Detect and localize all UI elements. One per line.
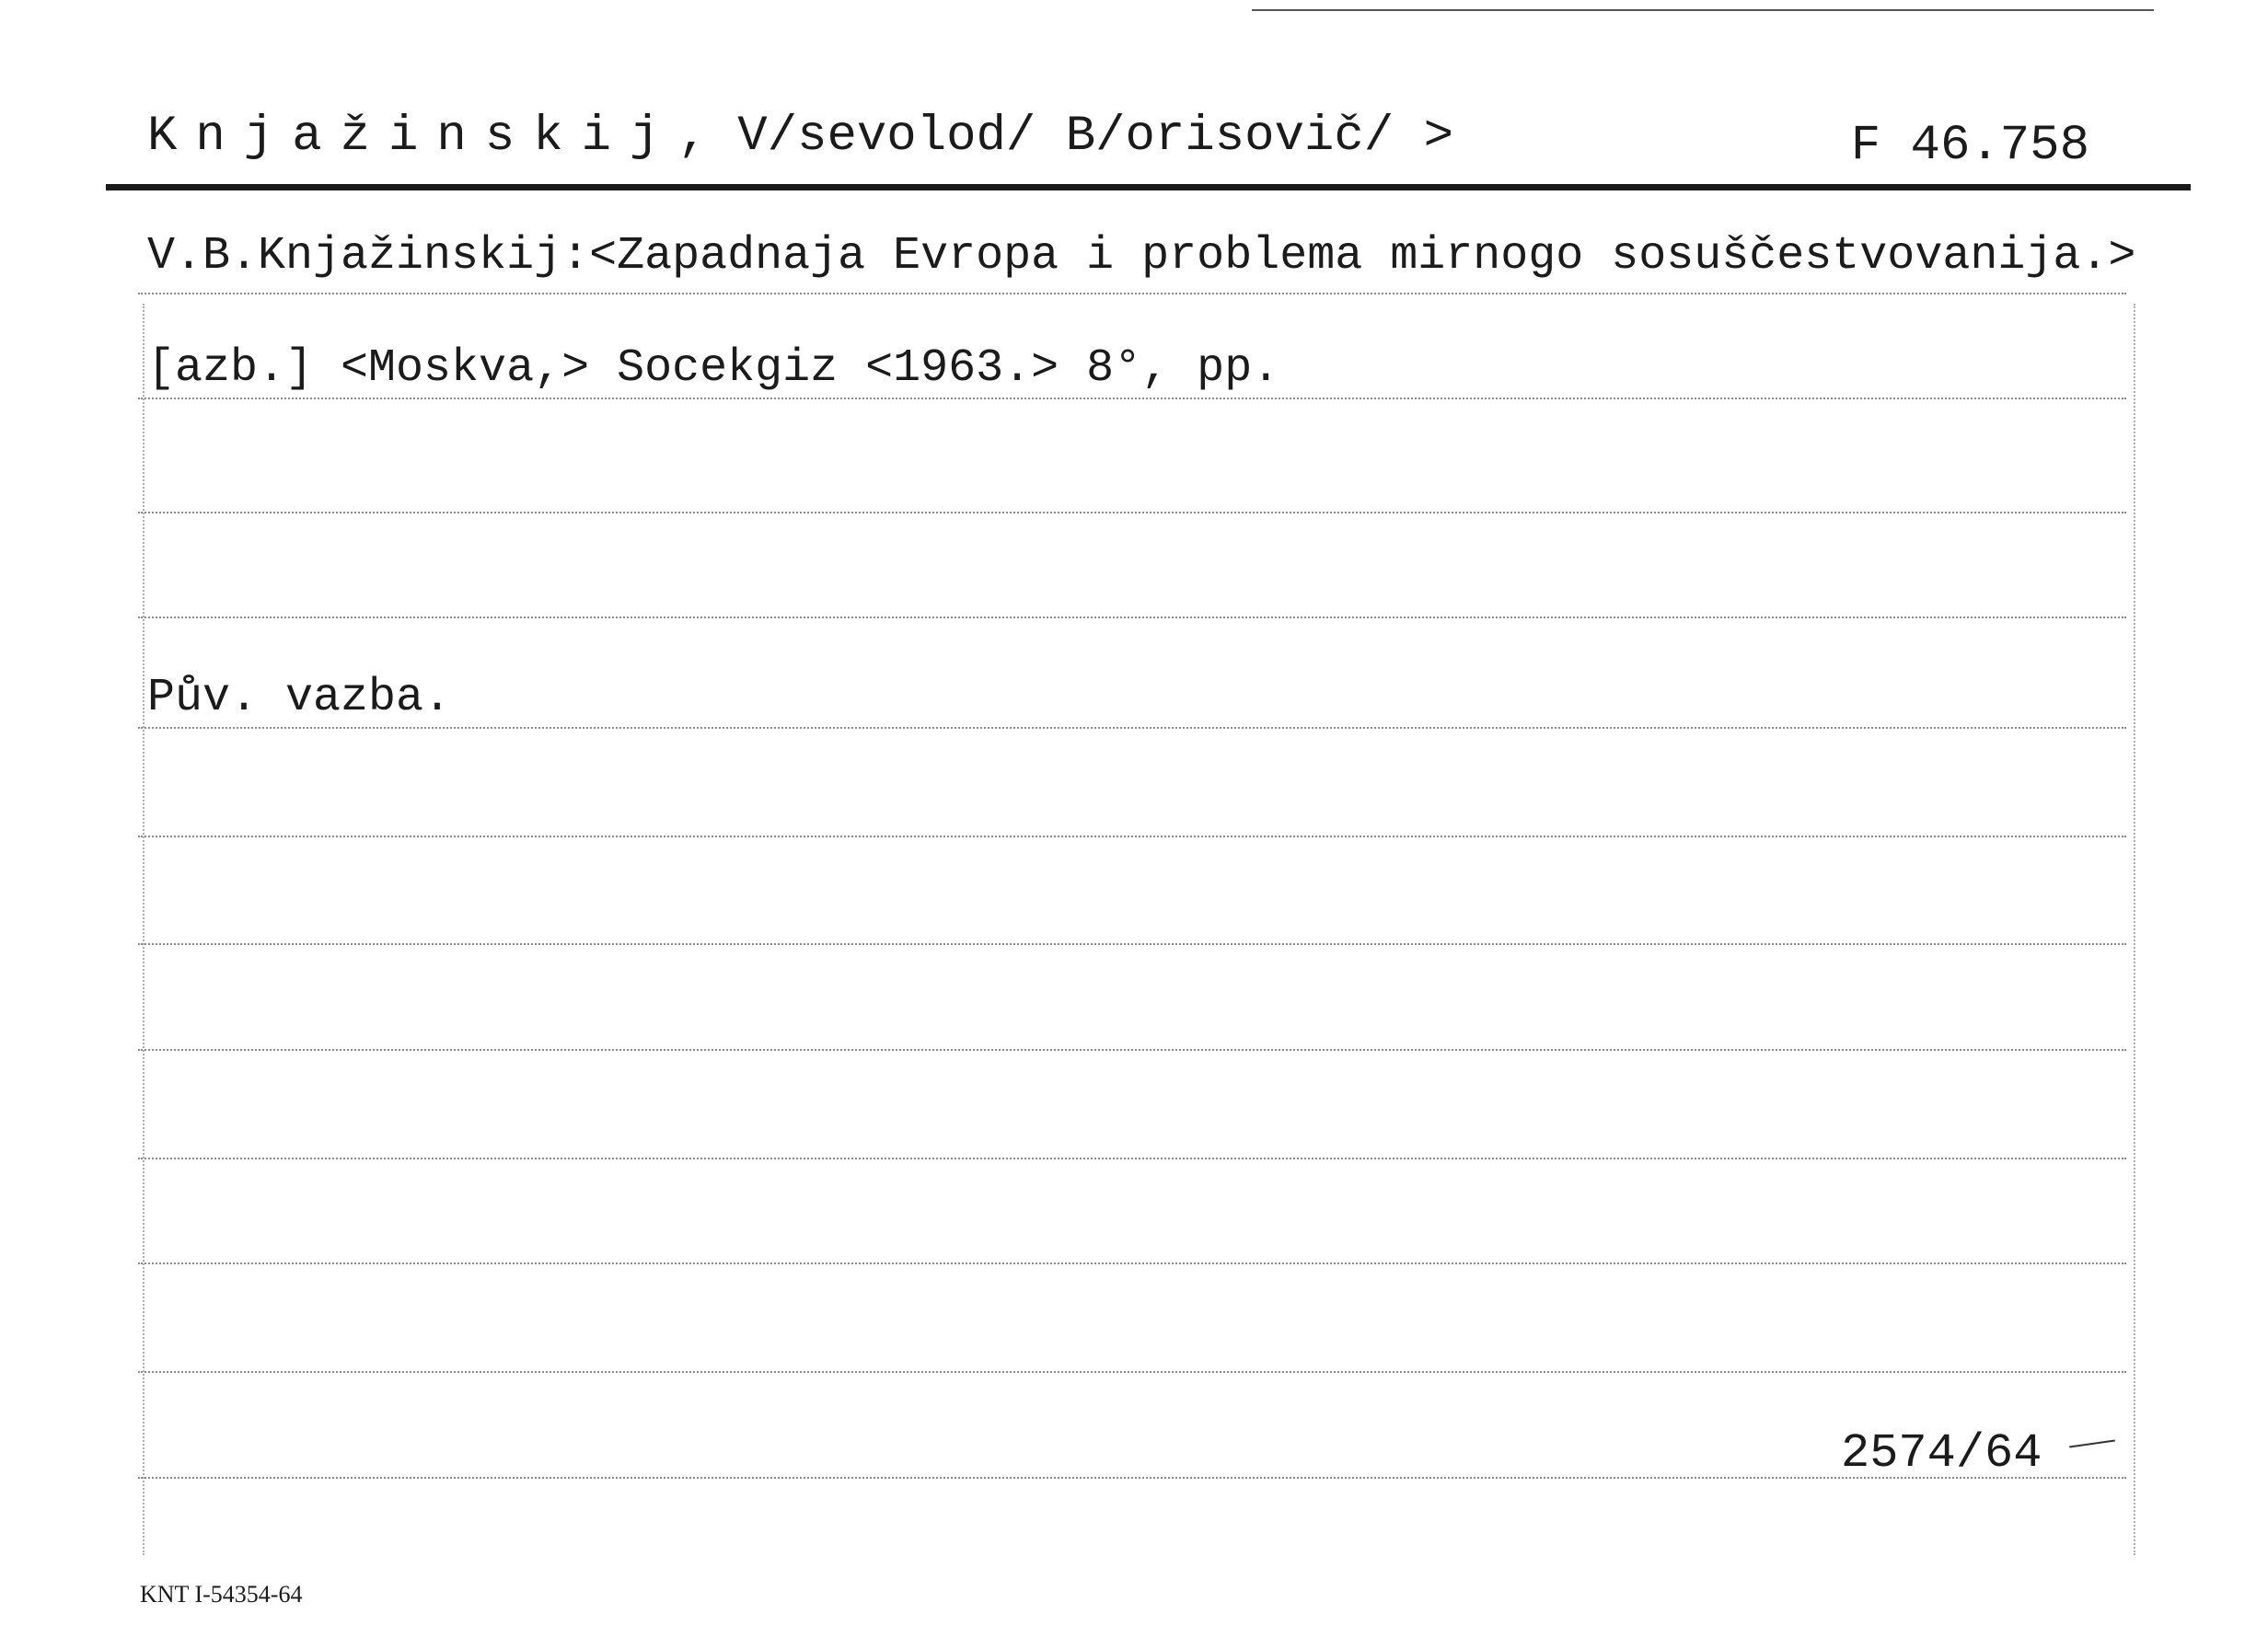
- author-given-names: , V/sevolod/ B/orisovič/ >: [677, 109, 1454, 165]
- guide-line: [138, 1477, 2126, 1479]
- left-margin-dots: [143, 304, 145, 1555]
- accession-number: 2574/64: [1841, 1426, 2042, 1481]
- card-heading: [147, 109, 2089, 182]
- accession-dash: [2069, 1440, 2115, 1448]
- guide-line: [138, 398, 2126, 399]
- card-print-code: KNT I-54354-64: [140, 1581, 303, 1608]
- title-line: V.B.Knjažinskij:<Zapadnaja Evropa i problema mirnogo sosuščestvovanija.>: [147, 230, 2136, 282]
- guide-line: [138, 1371, 2126, 1373]
- imprint-line: [azb.] <Moskva,> Socekgiz <1963.> 8°, pp.: [147, 342, 1280, 395]
- guide-line: [138, 727, 2126, 729]
- shelf-mark: F 46.758: [1850, 118, 2089, 174]
- guide-line: [138, 943, 2126, 945]
- guide-line: [138, 512, 2126, 513]
- guide-line: [138, 293, 2126, 294]
- guide-line: [138, 1158, 2126, 1159]
- guide-line: [138, 836, 2126, 837]
- heading-rule: [106, 184, 2191, 190]
- author-surname: Knjažinskij: [147, 109, 678, 165]
- guide-line: [138, 1262, 2126, 1264]
- right-margin-dots: [2134, 304, 2135, 1555]
- author-heading: [147, 109, 1453, 165]
- guide-line: [138, 617, 2126, 618]
- guide-line: [138, 1049, 2126, 1051]
- note-line: Pův. vazba.: [147, 672, 452, 724]
- top-edge-line: [1252, 9, 2154, 11]
